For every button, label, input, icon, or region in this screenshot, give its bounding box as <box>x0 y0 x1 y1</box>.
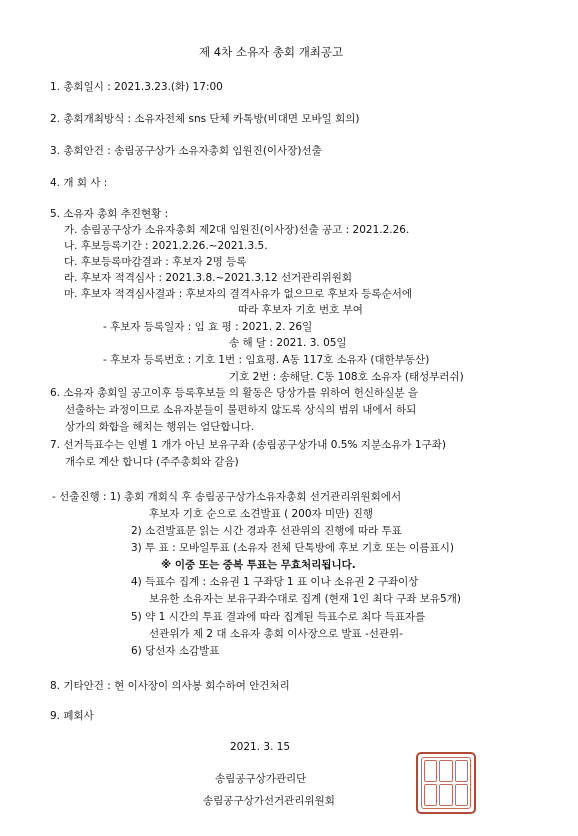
election-procedure-2: 2) 소견발표문 읽는 시간 경과후 선관위의 진행에 따라 투표 <box>131 525 402 537</box>
item-7-line-2: 개수로 계산 합니다 (주주총회와 같음) <box>65 456 239 468</box>
candidate-registration-date: - 후보자 등록일자 : 임 효 평 : 2021. 2. 26일 <box>103 321 313 333</box>
election-procedure-1: - 선출진행 : 1) 총회 개회식 후 송림공구상가소유자총회 선거관리위원회에서 <box>52 491 402 503</box>
election-procedure-4: 4) 득표수 집계 : 소유권 1 구좌당 1 표 이나 소유권 2 구좌이상 <box>131 576 419 588</box>
invalid-vote-notice: ※ 이중 또는 중복 투표는 무효처리됩니다. <box>161 559 356 571</box>
election-procedure-3: 3) 투 표 : 모바일투표 (소유자 전체 단톡방에 후보 기호 또는 이름표시) <box>131 542 454 554</box>
item-4-opening: 4. 개 회 사 : <box>50 177 108 189</box>
item-3-agenda: 3. 총회안건 : 송림공구상가 소유자총회 임원진(이사장)선출 <box>50 145 322 157</box>
item-5e-continued: 따라 후보자 기호 번호 부여 <box>238 304 363 316</box>
election-procedure-5b: 선관위가 제 2 대 소유자 총회 이사장으로 발표 -선관위- <box>149 628 403 640</box>
item-6-line-2: 선출하는 과정이므로 소유자분들이 불편하지 않도록 상식의 범위 내에서 하되 <box>65 404 417 416</box>
item-5b: 나. 후보등록기간 : 2021.2.26.~2021.3.5. <box>64 240 268 252</box>
item-5-progress: 5. 소유자 총회 추진현황 : <box>50 208 169 220</box>
item-9-closing: 9. 폐회사 <box>50 710 94 722</box>
election-procedure-5: 5) 약 1 시간의 투표 결과에 따라 집계된 득표수로 최다 득표자를 <box>131 611 426 623</box>
issuer-election-committee: 송림공구상가선거관리위원회 <box>203 795 335 807</box>
item-5e: 마. 후보자 적격심사결과 : 후보자의 결격사유가 없으므로 후보자 등록순서에 <box>64 288 413 300</box>
item-5d: 라. 후보자 적격심사 : 2021.3.8.~2021.3.12 선거관리위원회 <box>64 272 353 284</box>
election-procedure-6: 6) 당선자 소감발표 <box>131 645 220 657</box>
item-5a: 가. 송림공구상가 소유자총회 제2대 임원진(이사장)선출 공고 : 2021.2.26. <box>64 224 410 236</box>
item-1-meeting-date: 1. 총회일시 : 2021.3.23.(화) 17:00 <box>50 81 223 93</box>
item-7: 7. 선거득표수는 인별 1 개가 아닌 보유구좌 (송림공구상가내 0.5% 지분소유가 1구좌) <box>50 439 446 451</box>
item-6: 6. 소유자 총회일 공고이후 등록후보들 의 활동은 당상가를 위하여 헌신하실분 을 <box>50 387 418 399</box>
candidate-registration-date-2: 송 해 달 : 2021. 3. 05일 <box>229 337 347 349</box>
item-6-line-3: 상가의 화합을 해치는 행위는 엄단합니다. <box>65 421 255 433</box>
election-procedure-1b: 후보자 기호 순으로 소견발표 ( 200자 미만) 진행 <box>149 508 374 520</box>
notice-date: 2021. 3. 15 <box>230 741 291 753</box>
official-seal-icon <box>416 752 476 814</box>
item-2-meeting-method: 2. 총회개최방식 : 소유자전체 sns 단체 카톡방(비대면 모바일 회의) <box>50 113 360 125</box>
item-8-other: 8. 기타안건 : 현 이사장이 의사봉 회수하여 안건처리 <box>50 680 290 692</box>
election-procedure-4b: 보유한 소유자는 보유구좌수대로 집계 (현재 1인 최다 구좌 보유5개) <box>149 593 461 605</box>
item-5c: 다. 후보등록마감결과 : 후보자 2명 등록 <box>64 256 247 268</box>
issuer-management-group: 송림공구상가관리단 <box>215 773 307 785</box>
candidate-registration-number-2: 기호 2번 : 송해달. C동 108호 소유자 (태성부러쉬) <box>229 371 464 383</box>
candidate-registration-number: - 후보자 등록번호 : 기호 1번 : 임효평. A동 117호 소유자 (대한부동산) <box>103 354 430 366</box>
notice-title: 제 4차 소유자 총회 개최공고 <box>199 45 344 59</box>
